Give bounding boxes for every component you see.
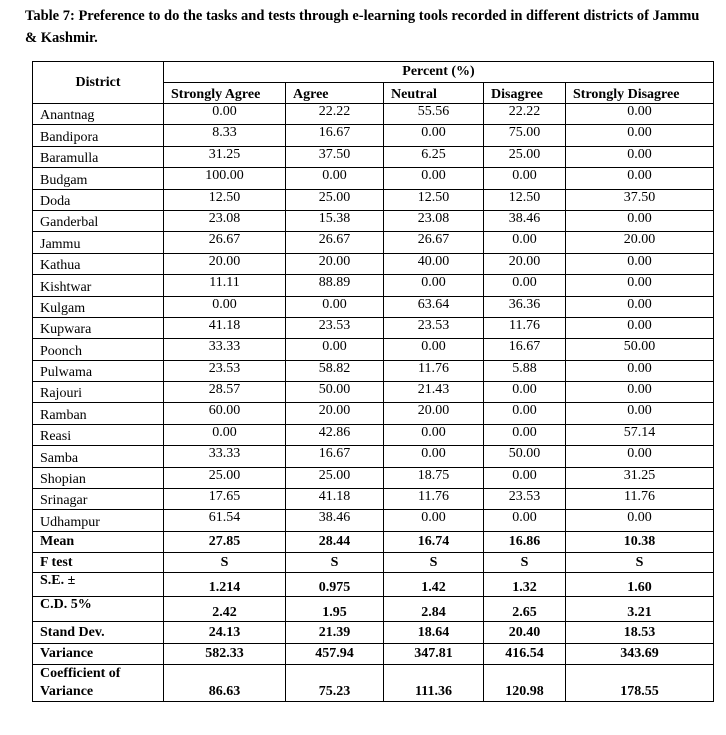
cell-agree: 25.00 bbox=[286, 467, 384, 488]
cell-strongly-agree: 20.00 bbox=[164, 253, 286, 274]
stat-cell-strongly-agree: 1.214 bbox=[164, 573, 286, 597]
cell-strongly-agree: 33.33 bbox=[164, 446, 286, 467]
cell-strongly-agree: 12.50 bbox=[164, 189, 286, 210]
cell-strongly-disagree: 20.00 bbox=[566, 232, 714, 253]
district-name: Ganderbal bbox=[33, 210, 164, 231]
cell-agree: 88.89 bbox=[286, 275, 384, 296]
cell-neutral: 20.00 bbox=[384, 403, 484, 424]
table-row bbox=[33, 360, 714, 381]
stat-cell-agree: 457.94 bbox=[286, 643, 384, 665]
table-row bbox=[33, 296, 714, 317]
table-row bbox=[33, 253, 714, 274]
table-row bbox=[33, 189, 714, 210]
stat-cell-agree: 21.39 bbox=[286, 622, 384, 644]
cell-strongly-agree: 25.00 bbox=[164, 467, 286, 488]
cell-neutral: 11.76 bbox=[384, 360, 484, 381]
stat-row-critical-difference bbox=[33, 596, 714, 622]
stat-label: Mean bbox=[33, 531, 164, 552]
table-row bbox=[33, 403, 714, 424]
district-name: Pulwama bbox=[33, 360, 164, 381]
stat-row-standard-deviation bbox=[33, 622, 714, 644]
stat-cell-disagree: 2.65 bbox=[484, 596, 566, 622]
stat-cell-agree: 28.44 bbox=[286, 531, 384, 552]
stat-cell-strongly-agree: S bbox=[164, 552, 286, 573]
table-row bbox=[33, 424, 714, 445]
stat-cell-disagree: S bbox=[484, 552, 566, 573]
cell-disagree: 0.00 bbox=[484, 510, 566, 531]
stat-label: F test bbox=[33, 552, 164, 573]
stat-cell-disagree: 16.86 bbox=[484, 531, 566, 552]
cell-neutral: 23.53 bbox=[384, 317, 484, 338]
stat-row-coefficient-of-variance bbox=[33, 665, 714, 702]
table-row bbox=[33, 510, 714, 531]
cell-strongly-agree: 26.67 bbox=[164, 232, 286, 253]
district-name: Doda bbox=[33, 189, 164, 210]
cell-strongly-agree: 0.00 bbox=[164, 424, 286, 445]
stat-cell-disagree: 1.32 bbox=[484, 573, 566, 597]
stat-label: Coefficient of Variance bbox=[33, 665, 164, 702]
table-row bbox=[33, 317, 714, 338]
district-name: Srinagar bbox=[33, 489, 164, 510]
cell-strongly-disagree: 0.00 bbox=[566, 382, 714, 403]
stat-cell-disagree: 120.98 bbox=[484, 665, 566, 702]
district-name: Baramulla bbox=[33, 146, 164, 167]
stat-cell-strongly-agree: 24.13 bbox=[164, 622, 286, 644]
stat-cell-neutral: 111.36 bbox=[384, 665, 484, 702]
cell-strongly-agree: 0.00 bbox=[164, 296, 286, 317]
cell-strongly-disagree: 0.00 bbox=[566, 403, 714, 424]
column-header-strongly-disagree: Strongly Disagree bbox=[566, 83, 714, 104]
cell-disagree: 75.00 bbox=[484, 125, 566, 146]
cell-disagree: 0.00 bbox=[484, 403, 566, 424]
table-row bbox=[33, 275, 714, 296]
cell-agree: 26.67 bbox=[286, 232, 384, 253]
district-name: Udhampur bbox=[33, 510, 164, 531]
cell-neutral: 40.00 bbox=[384, 253, 484, 274]
cell-neutral: 12.50 bbox=[384, 189, 484, 210]
table-row bbox=[33, 489, 714, 510]
table-row bbox=[33, 339, 714, 360]
cell-agree: 15.38 bbox=[286, 210, 384, 231]
cell-strongly-disagree: 0.00 bbox=[566, 104, 714, 125]
cell-neutral: 6.25 bbox=[384, 146, 484, 167]
cell-neutral: 0.00 bbox=[384, 168, 484, 189]
stat-cell-strongly-agree: 582.33 bbox=[164, 643, 286, 665]
preference-table bbox=[32, 61, 714, 702]
cell-disagree: 50.00 bbox=[484, 446, 566, 467]
cell-strongly-agree: 17.65 bbox=[164, 489, 286, 510]
stat-cell-strongly-disagree: 1.60 bbox=[566, 573, 714, 597]
cell-strongly-agree: 60.00 bbox=[164, 403, 286, 424]
cell-strongly-agree: 100.00 bbox=[164, 168, 286, 189]
cell-strongly-agree: 8.33 bbox=[164, 125, 286, 146]
district-name: Reasi bbox=[33, 424, 164, 445]
district-name: Ramban bbox=[33, 403, 164, 424]
district-header: District bbox=[33, 62, 164, 104]
cell-disagree: 0.00 bbox=[484, 382, 566, 403]
cell-strongly-disagree: 0.00 bbox=[566, 125, 714, 146]
table-row bbox=[33, 146, 714, 167]
stat-cell-neutral: 347.81 bbox=[384, 643, 484, 665]
cell-disagree: 0.00 bbox=[484, 232, 566, 253]
stat-row-standard-error bbox=[33, 573, 714, 597]
stat-cell-strongly-agree: 27.85 bbox=[164, 531, 286, 552]
cell-neutral: 63.64 bbox=[384, 296, 484, 317]
cell-disagree: 38.46 bbox=[484, 210, 566, 231]
cell-strongly-disagree: 0.00 bbox=[566, 275, 714, 296]
stat-cell-agree: S bbox=[286, 552, 384, 573]
cell-strongly-disagree: 0.00 bbox=[566, 510, 714, 531]
column-header-neutral: Neutral bbox=[384, 83, 484, 104]
table-row bbox=[33, 168, 714, 189]
cell-agree: 0.00 bbox=[286, 296, 384, 317]
cell-agree: 41.18 bbox=[286, 489, 384, 510]
cell-strongly-disagree: 37.50 bbox=[566, 189, 714, 210]
cell-strongly-disagree: 0.00 bbox=[566, 317, 714, 338]
cell-strongly-disagree: 0.00 bbox=[566, 446, 714, 467]
stat-cell-neutral: 2.84 bbox=[384, 596, 484, 622]
cell-neutral: 0.00 bbox=[384, 424, 484, 445]
stat-row-f-test bbox=[33, 552, 714, 573]
column-header-strongly-agree: Strongly Agree bbox=[164, 83, 286, 104]
cell-disagree: 23.53 bbox=[484, 489, 566, 510]
cell-strongly-agree: 41.18 bbox=[164, 317, 286, 338]
cell-agree: 23.53 bbox=[286, 317, 384, 338]
cell-strongly-agree: 61.54 bbox=[164, 510, 286, 531]
stat-row-mean bbox=[33, 531, 714, 552]
stat-label: S.E. ± bbox=[33, 573, 164, 597]
cell-strongly-agree: 33.33 bbox=[164, 339, 286, 360]
cell-strongly-disagree: 0.00 bbox=[566, 253, 714, 274]
stat-cell-agree: 75.23 bbox=[286, 665, 384, 702]
cell-strongly-agree: 31.25 bbox=[164, 146, 286, 167]
cell-disagree: 12.50 bbox=[484, 189, 566, 210]
district-name: Bandipora bbox=[33, 125, 164, 146]
cell-agree: 20.00 bbox=[286, 403, 384, 424]
stat-cell-strongly-disagree: 178.55 bbox=[566, 665, 714, 702]
cell-neutral: 21.43 bbox=[384, 382, 484, 403]
stat-cell-strongly-agree: 86.63 bbox=[164, 665, 286, 702]
district-name: Kathua bbox=[33, 253, 164, 274]
stat-cell-disagree: 416.54 bbox=[484, 643, 566, 665]
stat-cell-neutral: 16.74 bbox=[384, 531, 484, 552]
cell-neutral: 0.00 bbox=[384, 275, 484, 296]
stat-cell-neutral: S bbox=[384, 552, 484, 573]
cell-strongly-disagree: 31.25 bbox=[566, 467, 714, 488]
district-name: Rajouri bbox=[33, 382, 164, 403]
cell-agree: 16.67 bbox=[286, 125, 384, 146]
cell-strongly-disagree: 0.00 bbox=[566, 296, 714, 317]
cell-neutral: 0.00 bbox=[384, 339, 484, 360]
district-name: Poonch bbox=[33, 339, 164, 360]
district-name: Shopian bbox=[33, 467, 164, 488]
cell-strongly-agree: 28.57 bbox=[164, 382, 286, 403]
cell-neutral: 26.67 bbox=[384, 232, 484, 253]
stat-label: Stand Dev. bbox=[33, 622, 164, 644]
table-row bbox=[33, 232, 714, 253]
cell-neutral: 18.75 bbox=[384, 467, 484, 488]
cell-neutral: 23.08 bbox=[384, 210, 484, 231]
district-name: Anantnag bbox=[33, 104, 164, 125]
district-name: Kishtwar bbox=[33, 275, 164, 296]
cell-strongly-agree: 23.08 bbox=[164, 210, 286, 231]
table-row bbox=[33, 467, 714, 488]
cell-strongly-disagree: 57.14 bbox=[566, 424, 714, 445]
cell-neutral: 0.00 bbox=[384, 125, 484, 146]
table-row bbox=[33, 382, 714, 403]
stat-cell-disagree: 20.40 bbox=[484, 622, 566, 644]
district-name: Jammu bbox=[33, 232, 164, 253]
cell-strongly-agree: 11.11 bbox=[164, 275, 286, 296]
cell-agree: 37.50 bbox=[286, 146, 384, 167]
column-header-agree: Agree bbox=[286, 83, 384, 104]
stat-cell-agree: 0.975 bbox=[286, 573, 384, 597]
cell-strongly-disagree: 0.00 bbox=[566, 360, 714, 381]
cell-neutral: 0.00 bbox=[384, 446, 484, 467]
cell-agree: 0.00 bbox=[286, 168, 384, 189]
cell-disagree: 0.00 bbox=[484, 275, 566, 296]
district-name: Kupwara bbox=[33, 317, 164, 338]
cell-agree: 50.00 bbox=[286, 382, 384, 403]
table-caption: Table 7: Preference to do the tasks and tests through e-learning tools recorded in different districts of Jammu & Kashmir. bbox=[25, 8, 700, 46]
cell-strongly-disagree: 0.00 bbox=[566, 168, 714, 189]
cell-disagree: 36.36 bbox=[484, 296, 566, 317]
district-name: Samba bbox=[33, 446, 164, 467]
stat-label: Variance bbox=[33, 643, 164, 665]
cell-disagree: 0.00 bbox=[484, 467, 566, 488]
cell-strongly-disagree: 11.76 bbox=[566, 489, 714, 510]
table-row bbox=[33, 446, 714, 467]
percent-group-header: Percent (%) bbox=[164, 62, 714, 83]
cell-disagree: 5.88 bbox=[484, 360, 566, 381]
table-row bbox=[33, 125, 714, 146]
stat-cell-strongly-disagree: S bbox=[566, 552, 714, 573]
table-row bbox=[33, 210, 714, 231]
cell-disagree: 22.22 bbox=[484, 104, 566, 125]
cell-neutral: 55.56 bbox=[384, 104, 484, 125]
stat-cell-strongly-disagree: 343.69 bbox=[566, 643, 714, 665]
table-row bbox=[33, 104, 714, 125]
cell-disagree: 0.00 bbox=[484, 168, 566, 189]
stat-cell-agree: 1.95 bbox=[286, 596, 384, 622]
cell-strongly-disagree: 0.00 bbox=[566, 210, 714, 231]
cell-agree: 38.46 bbox=[286, 510, 384, 531]
stat-cell-neutral: 1.42 bbox=[384, 573, 484, 597]
cell-disagree: 20.00 bbox=[484, 253, 566, 274]
cell-agree: 25.00 bbox=[286, 189, 384, 210]
stat-cell-strongly-disagree: 10.38 bbox=[566, 531, 714, 552]
cell-strongly-disagree: 0.00 bbox=[566, 146, 714, 167]
cell-strongly-agree: 23.53 bbox=[164, 360, 286, 381]
cell-agree: 42.86 bbox=[286, 424, 384, 445]
cell-strongly-disagree: 50.00 bbox=[566, 339, 714, 360]
district-name: Budgam bbox=[33, 168, 164, 189]
cell-disagree: 11.76 bbox=[484, 317, 566, 338]
stat-cell-strongly-agree: 2.42 bbox=[164, 596, 286, 622]
cell-agree: 0.00 bbox=[286, 339, 384, 360]
stat-label: C.D. 5% bbox=[33, 596, 164, 622]
stat-row-variance bbox=[33, 643, 714, 665]
cell-neutral: 0.00 bbox=[384, 510, 484, 531]
cell-disagree: 16.67 bbox=[484, 339, 566, 360]
cell-agree: 22.22 bbox=[286, 104, 384, 125]
cell-disagree: 0.00 bbox=[484, 424, 566, 445]
stat-cell-strongly-disagree: 18.53 bbox=[566, 622, 714, 644]
cell-agree: 58.82 bbox=[286, 360, 384, 381]
cell-disagree: 25.00 bbox=[484, 146, 566, 167]
cell-neutral: 11.76 bbox=[384, 489, 484, 510]
cell-agree: 20.00 bbox=[286, 253, 384, 274]
district-name: Kulgam bbox=[33, 296, 164, 317]
cell-strongly-agree: 0.00 bbox=[164, 104, 286, 125]
stat-cell-neutral: 18.64 bbox=[384, 622, 484, 644]
cell-agree: 16.67 bbox=[286, 446, 384, 467]
column-header-disagree: Disagree bbox=[484, 83, 566, 104]
stat-cell-strongly-disagree: 3.21 bbox=[566, 596, 714, 622]
